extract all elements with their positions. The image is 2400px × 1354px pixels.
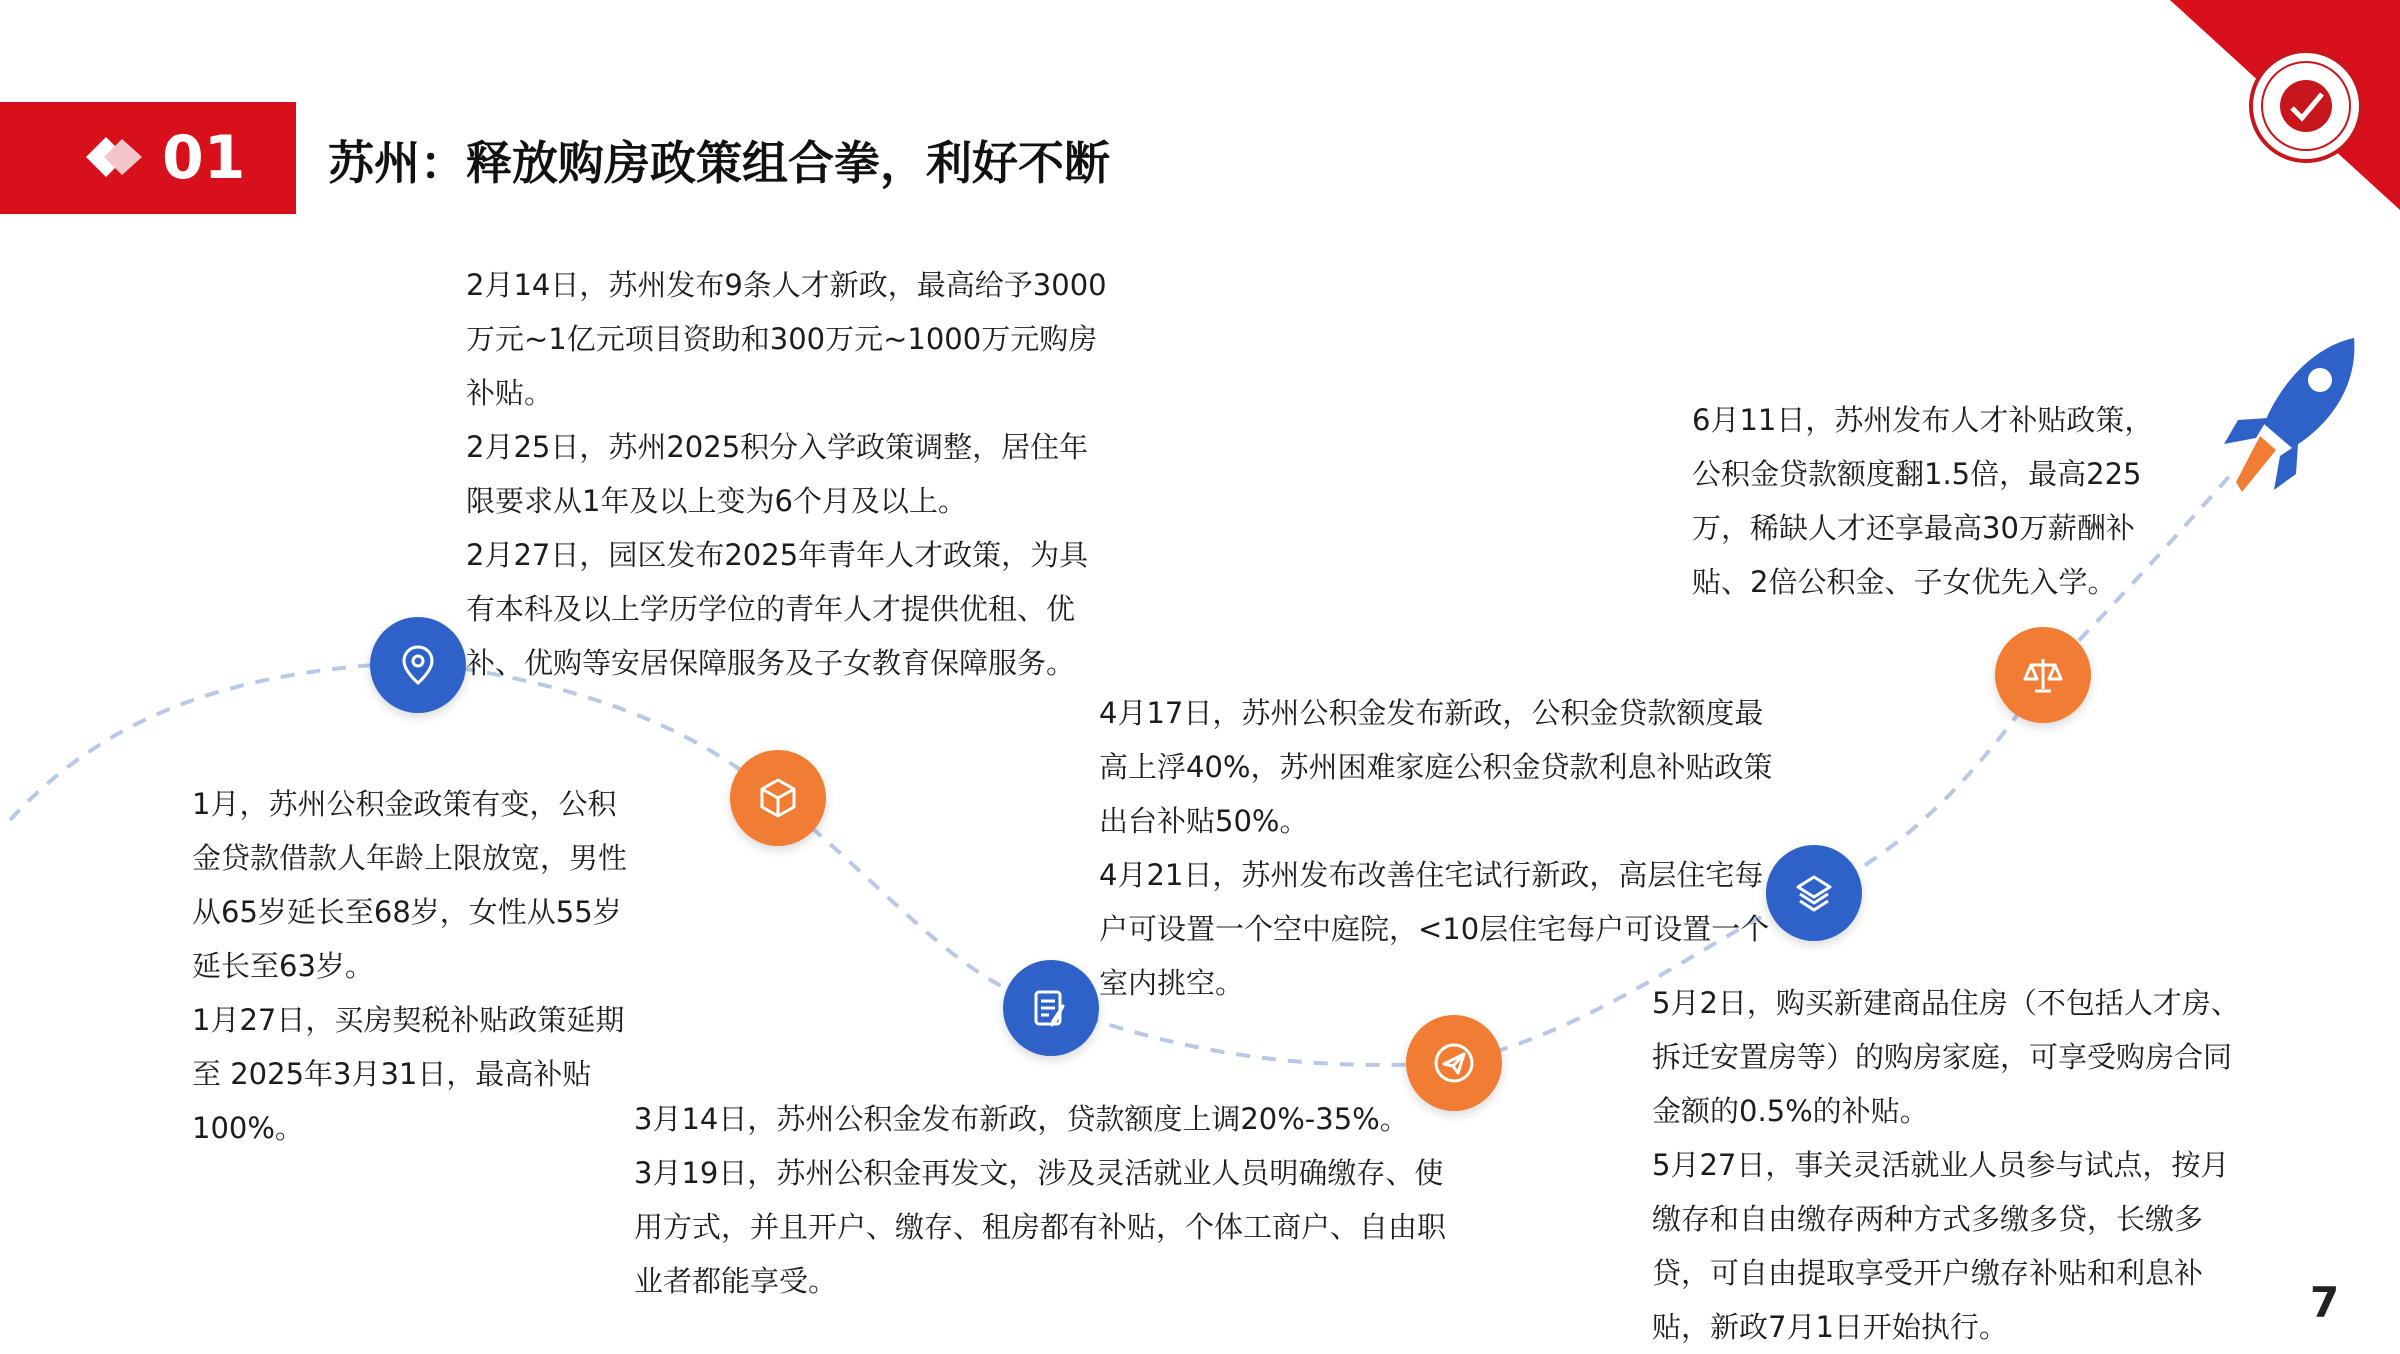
timeline-entry: 3月19日，苏州公积金再发文，涉及灵活就业人员明确缴存、使用方式，并且开户、缴存、租房都有补贴，个体工商户、自由职业者都能享受。 [634, 1156, 1447, 1298]
scale-icon [2019, 651, 2067, 699]
box-icon [754, 774, 802, 822]
timeline-entry: 6月11日，苏州发布人才补贴政策，公积金贷款额度翻1.5倍，最高225万，稀缺人才还享最高30万薪酬补贴、2倍公积金、子女优先入学。 [1692, 403, 2154, 599]
timeline-entry: 4月21日，苏州发布改善住宅试行新政，高层住宅每户可设置一个空中庭院，<10层住宅每户可设置一个室内挑空。 [1099, 858, 1770, 1000]
rocket-icon [2216, 332, 2366, 512]
timeline-entry: 1月，苏州公积金政策有变，公积金贷款借款人年龄上限放宽，男性从65岁延长至68岁，女性从55岁延长至63岁。 [192, 787, 628, 983]
text-block-jan [192, 777, 636, 1155]
timeline-node-mar [1003, 960, 1099, 1056]
paper-plane-icon [1430, 1039, 1478, 1087]
timeline-node-feb [730, 750, 826, 846]
timeline-entry: 2月14日，苏州发布9条人才新政，最高给予3000万元~1亿元项目资助和300万元~1000万元购房补贴。 [466, 268, 1107, 410]
document-edit-icon [1027, 984, 1075, 1032]
timeline-node-jan-feb [370, 617, 466, 713]
timeline-node-may [1766, 845, 1862, 941]
timeline-node-jun [1995, 627, 2091, 723]
text-block-mar [634, 1092, 1472, 1308]
timeline-entry: 3月14日，苏州公积金发布新政，贷款额度上调20%-35%。 [634, 1102, 1409, 1136]
text-block-may [1652, 976, 2258, 1354]
text-block-apr [1099, 686, 1779, 1010]
timeline-entry: 5月2日，购买新建商品住房（不包括人才房、拆迁安置房等）的购房家庭，可享受购房合同金额的0.5%的补贴。 [1652, 986, 2240, 1128]
text-block-jun [1692, 393, 2162, 609]
timeline-entry: 2月25日，苏州2025积分入学政策调整，居住年限要求从1年及以上变为6个月及以上。 [466, 430, 1089, 518]
layers-icon [1790, 869, 1838, 917]
page-number: 7 [2310, 1278, 2340, 1327]
timeline-entry: 4月17日，苏州公积金发布新政，公积金贷款额度最高上浮40%，苏州困难家庭公积金贷款利息补贴政策出台补贴50%。 [1099, 696, 1773, 838]
text-block-feb [466, 258, 1116, 690]
section-number: 01 [162, 123, 246, 193]
page-title: 苏州：释放购房政策组合拳，利好不断 [328, 136, 1110, 190]
timeline-entry: 5月27日，事关灵活就业人员参与试点，按月缴存和自由缴存两种方式多缴多贷，长缴多贷，可自由提取享受开户缴存补贴和利息补贴，新政7月1日开始执行。 [1652, 1148, 2230, 1344]
location-pin-icon [394, 641, 442, 689]
timeline-entry: 2月27日，园区发布2025年青年人才政策，为具有本科及以上学历学位的青年人才提供优租、优补、优购等安居保障服务及子女教育保障服务。 [466, 538, 1089, 680]
timeline-entry: 1月27日，买房契税补贴政策延期至 2025年3月31日，最高补贴100%。 [192, 1003, 625, 1145]
